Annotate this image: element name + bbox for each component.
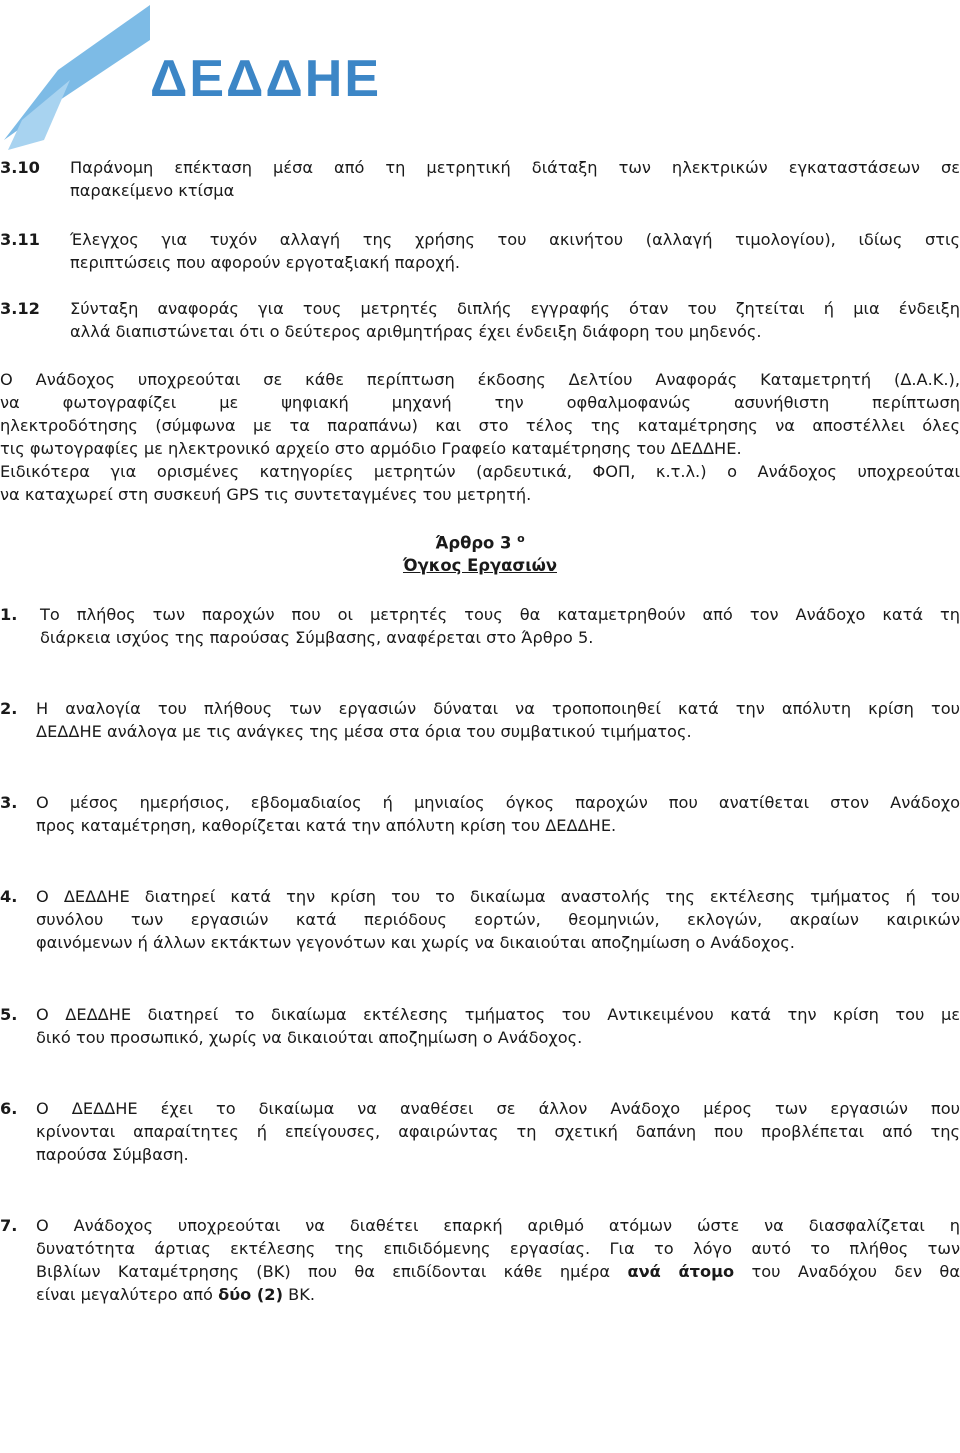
logo-wordmark: ΔΕΔΔΗΕ — [150, 50, 382, 108]
numbered-item-4 — [0, 885, 960, 954]
item-text-bold: δύο (2) — [218, 1285, 283, 1304]
numbered-item-5 — [0, 1003, 960, 1049]
item-number: 3.12 — [0, 299, 40, 318]
item-number: 5. — [0, 1005, 18, 1024]
item-text-line: Παράνομη επέκταση μέσα από τη μετρητική διάταξη των ηλεκτρικών εγκαταστάσεων σε — [70, 158, 960, 177]
paragraph-line: τις φωτογραφίες με ηλεκτρονικό αρχείο στο αρμόδιο Γραφείο καταμέτρησης του ΔΕΔΔΗΕ. — [0, 439, 742, 458]
numbered-item-1 — [0, 603, 960, 649]
item-text-line: δυνατότητα άρτιας εκτέλεσης της επιδιδόμενης εργασίας. Για το λόγο αυτό το πλήθος των — [36, 1239, 960, 1258]
paragraph-line: να φωτογραφίζει με ψηφιακή μηχανή την οφθαλμοφανώς ασυνήθιστη περίπτωση — [0, 393, 960, 412]
item-text-line: αλλά διαπιστώνεται ότι ο δεύτερος αριθμητήρας έχει ένδειξη διάφορη του μηδενός. — [70, 322, 762, 341]
item-text-line: Ο ΔΕΔΔΗΕ διατηρεί το δικαίωμα εκτέλεσης τμήματος του Αντικειμένου κατά την κρίση του με — [36, 1005, 960, 1024]
item-text-line: φαινόμενων ή άλλων εκτάκτων γεγονότων και χωρίς να δικαιούται αποζημίωση ο Ανάδοχος. — [36, 933, 795, 952]
item-text-line: Το πλήθος των παροχών που οι μετρητές τους θα καταμετρηθούν από τον Ανάδοχο κατά τη — [40, 605, 960, 624]
item-text-line: Ο μέσος ημερήσιος, εβδομαδιαίος ή μηνιαίος όγκος παροχών που ανατίθεται στον Ανάδοχο — [36, 793, 960, 812]
item-text-line — [36, 1283, 960, 1306]
numbered-item-3 — [0, 791, 960, 837]
item-3-11 — [0, 228, 960, 274]
item-text-line: Η αναλογία του πλήθους των εργασιών δύναται να τροποποιηθεί κατά την απόλυτη κρίση του — [36, 699, 960, 718]
item-text-line: περιπτώσεις που αφορούν εργοταξιακή παροχή. — [70, 253, 460, 272]
item-text-line: Σύνταξη αναφοράς για τους μετρητές διπλής εγγραφής όταν του ζητείται ή μια ένδειξη — [70, 299, 960, 318]
article-title-sup: ο — [517, 532, 525, 545]
item-number: 4. — [0, 887, 18, 906]
item-text-line: παρακείμενο κτίσμα — [70, 181, 235, 200]
numbered-item-6 — [0, 1097, 960, 1166]
paragraph-line: Ειδικότερα για ορισμένες κατηγορίες μετρητών (αρδευτικά, ΦΟΠ, κ.τ.λ.) ο Ανάδοχος υποχρεούται — [0, 462, 960, 481]
paragraph-line: να καταχωρεί στη συσκευή GPS τις συντεταγμένες του μετρητή. — [0, 485, 532, 504]
paragraph-line: Ο Ανάδοχος υποχρεούται σε κάθε περίπτωση έκδοσης Δελτίου Αναφοράς Καταμετρητή (Δ.Α.Κ.), — [0, 370, 960, 389]
item-number: 7. — [0, 1216, 18, 1235]
item-text-line: Ο ΔΕΔΔΗΕ διατηρεί κατά την κρίση του το δικαίωμα αναστολής της εκτέλεσης τμήματος ή του — [36, 887, 960, 906]
item-text-line: προς καταμέτρηση, καθορίζεται κατά την απόλυτη κρίση του ΔΕΔΔΗΕ. — [36, 816, 617, 835]
item-text-line: κρίνονται απαραίτητες ή επείγουσες, αφαιρώντας τη σχετική δαπάνη που προβλέπεται από της — [36, 1122, 960, 1141]
item-3-10 — [0, 156, 960, 202]
item-text-line: Ο ΔΕΔΔΗΕ έχει το δικαίωμα να αναθέσει σε άλλον Ανάδοχο μέρος των εργασιών που — [36, 1099, 960, 1118]
paragraph-line: ηλεκτροδότησης (σύμφωνα με τα παραπάνω) και στο τέλος της καταμέτρησης να αποστέλλει όλες — [0, 416, 960, 435]
logo-bolt-small — [8, 80, 70, 150]
item-3-12 — [0, 297, 960, 343]
item-number: 3.11 — [0, 230, 40, 249]
item-text-segment: είναι μεγαλύτερο από — [36, 1285, 219, 1304]
item-text-line: ΔΕΔΔΗΕ ανάλογα με τις ανάγκες της μέσα στα όρια του συμβατικού τιμήματος. — [36, 722, 692, 741]
deddie-logo — [0, 0, 400, 150]
item-text-bold: ανά άτομο — [627, 1262, 735, 1281]
item-text-segment: ΒΚ. — [282, 1285, 315, 1304]
article-subtitle: Όγκος Εργασιών — [402, 556, 557, 575]
item-text-segment: του Αναδόχου δεν θα — [734, 1262, 960, 1281]
item-number: 1. — [0, 605, 18, 624]
item-number: 2. — [0, 699, 18, 718]
item-text-segment: Βιβλίων Καταμέτρησης (ΒΚ) που θα επιδίδονται κάθε ημέρα — [36, 1262, 628, 1281]
numbered-item-7 — [0, 1214, 960, 1306]
item-number: 3.10 — [0, 158, 40, 177]
item-text-line: διάρκεια ισχύος της παρούσας Σύμβασης, αναφέρεται στο Άρθρο 5. — [40, 628, 594, 647]
item-number: 3. — [0, 793, 18, 812]
item-number: 6. — [0, 1099, 18, 1118]
article-title-text: Άρθρο 3 — [435, 533, 512, 553]
item-text-line: Ο Ανάδοχος υποχρεούται να διαθέτει επαρκή αριθμό ατόμων ώστε να διασφαλίζεται η — [36, 1216, 960, 1235]
item-text-line: δικό του προσωπικό, χωρίς να δικαιούται αποζημίωση ο Ανάδοχος. — [36, 1028, 583, 1047]
article-title — [0, 532, 960, 552]
item-text-line: συνόλου των εργασιών κατά περιόδους εορτών, θεομηνιών, εκλογών, ακραίων καιρικών — [36, 910, 960, 929]
item-text-line: Έλεγχος για τυχόν αλλαγή της χρήσης του ακινήτου (αλλαγή τιμολογίου), ιδίως στις — [70, 230, 960, 249]
item-text-line — [36, 1260, 960, 1283]
gps-paragraph — [0, 368, 960, 506]
item-text-line: παρούσα Σύμβαση. — [36, 1145, 189, 1164]
numbered-item-2 — [0, 697, 960, 743]
